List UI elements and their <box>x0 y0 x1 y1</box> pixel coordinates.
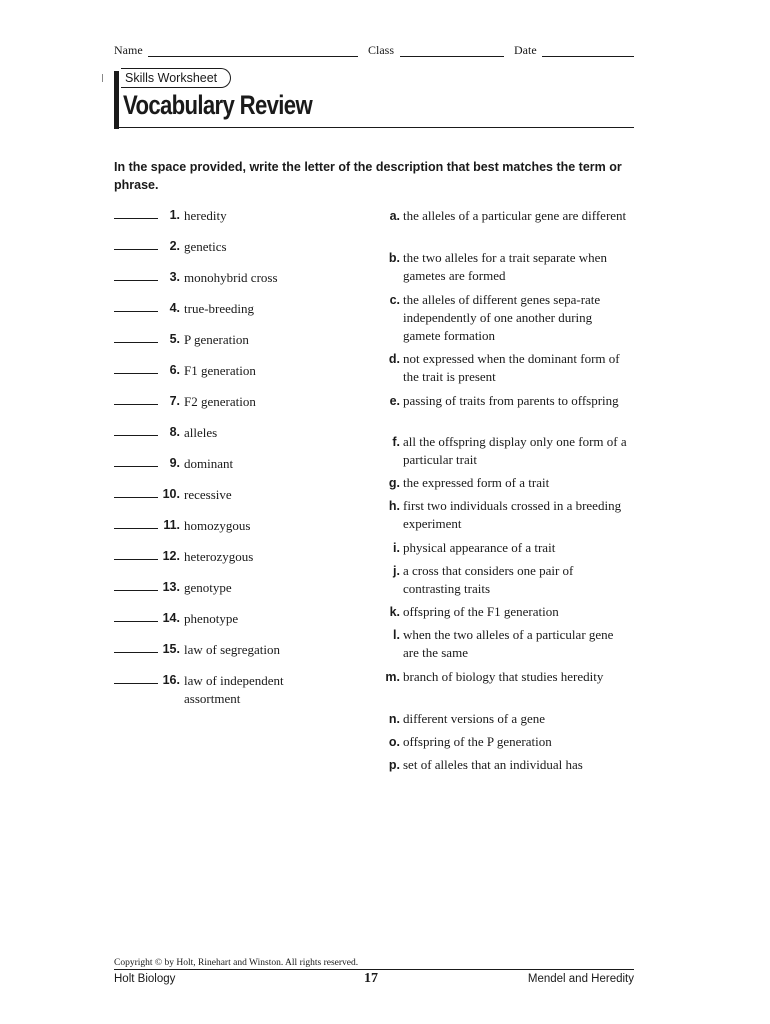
description-letter: m. <box>385 670 400 684</box>
worksheet-tag: Skills Worksheet <box>121 68 231 88</box>
answer-blank[interactable] <box>114 683 158 684</box>
term-text: recessive <box>184 487 232 502</box>
answer-blank[interactable] <box>114 497 158 498</box>
term-text: law of segregation <box>184 642 281 657</box>
class-field[interactable] <box>400 56 504 57</box>
term-row <box>114 486 330 504</box>
title-divider <box>114 127 634 128</box>
description-item <box>380 474 630 492</box>
description-text: the alleles of a particular gene are different <box>403 208 627 223</box>
term-number: 5. <box>169 332 180 346</box>
description-item <box>380 291 630 345</box>
term-row <box>114 579 330 597</box>
term-text: homozygous <box>184 518 251 533</box>
description-item <box>380 562 630 598</box>
description-letter: g. <box>388 476 400 490</box>
term-row <box>114 424 330 442</box>
term-row <box>114 331 330 349</box>
term-row <box>114 548 330 566</box>
description-letter: i. <box>393 541 400 555</box>
term-number: 10. <box>162 487 180 501</box>
answer-blank[interactable] <box>114 218 158 219</box>
date-label: Date <box>514 43 537 57</box>
description-letter: j. <box>393 564 400 578</box>
answer-blank[interactable] <box>114 249 158 250</box>
description-letter: d. <box>388 352 400 366</box>
description-letter: n. <box>388 712 400 726</box>
description-letter: e. <box>389 394 400 408</box>
description-item <box>380 756 630 774</box>
answer-blank[interactable] <box>114 373 158 374</box>
term-number: 12. <box>162 549 180 563</box>
title-accent-bar <box>114 71 119 129</box>
term-row <box>114 269 330 287</box>
term-number: 7. <box>169 394 180 408</box>
term-number: 4. <box>169 301 180 315</box>
answer-blank[interactable] <box>114 559 158 560</box>
term-number: 9. <box>169 456 180 470</box>
term-text: P generation <box>184 332 249 347</box>
description-letter: p. <box>388 758 400 772</box>
answer-blank[interactable] <box>114 404 158 405</box>
term-text: law of independent assortment <box>184 673 284 706</box>
description-text: first two individuals crossed in a breeding experiment <box>403 498 622 531</box>
book-title: Holt Biology <box>114 973 176 985</box>
term-number: 13. <box>162 580 180 594</box>
term-row <box>114 362 330 380</box>
term-row <box>114 517 330 535</box>
term-text: genetics <box>184 239 227 254</box>
term-number: 1. <box>169 208 180 222</box>
term-row <box>114 207 330 225</box>
description-item <box>380 710 630 728</box>
student-info-row <box>114 43 634 59</box>
description-item <box>380 539 630 557</box>
answer-blank[interactable] <box>114 342 158 343</box>
term-text: monohybrid cross <box>184 270 278 285</box>
copyright-notice: Copyright © by Holt, Rinehart and Winston. All rights reserved. <box>114 958 359 968</box>
answer-blank[interactable] <box>114 590 158 591</box>
term-number: 8. <box>169 425 180 439</box>
description-letter: l. <box>393 628 400 642</box>
description-item <box>380 350 630 386</box>
description-letter: k. <box>389 605 400 619</box>
footer-divider <box>114 969 634 970</box>
term-text: phenotype <box>184 611 239 626</box>
chapter-title: Mendel and Heredity <box>527 973 634 985</box>
description-text: branch of biology that studies heredity <box>403 669 604 684</box>
answer-blank[interactable] <box>114 311 158 312</box>
answer-blank[interactable] <box>114 528 158 529</box>
description-item <box>380 497 630 533</box>
term-row <box>114 300 330 318</box>
term-row <box>114 672 330 706</box>
description-text: physical appearance of a trait <box>403 540 556 555</box>
term-text: heterozygous <box>184 549 254 564</box>
description-item <box>380 433 630 469</box>
name-label: Name <box>114 43 143 57</box>
term-text: alleles <box>184 425 218 440</box>
description-text: not expressed when the dominant form of the trait is present <box>403 351 620 384</box>
description-text: the two alleles for a trait separate when gametes are formed <box>403 250 607 283</box>
description-item <box>380 668 630 686</box>
page-number: 17 <box>364 971 378 986</box>
description-item <box>380 603 630 621</box>
description-letter: o. <box>388 735 400 749</box>
instructions: In the space provided, write the letter of the description that best matches the term or phrase. <box>114 160 622 192</box>
description-text: the alleles of different genes sepa-rate independently of one another during gamete formation <box>403 292 601 343</box>
term-row <box>114 238 330 256</box>
description-letter: b. <box>388 251 400 265</box>
page-title: Vocabulary Review <box>123 90 313 120</box>
term-text: dominant <box>184 456 234 471</box>
description-text: different versions of a gene <box>403 711 545 726</box>
answer-blank[interactable] <box>114 280 158 281</box>
term-number: 3. <box>169 270 180 284</box>
term-text: F2 generation <box>184 394 256 409</box>
description-letter: c. <box>389 293 400 307</box>
answer-blank[interactable] <box>114 652 158 653</box>
description-item <box>380 392 630 410</box>
margin-mark <box>102 74 103 82</box>
name-field[interactable] <box>148 56 358 57</box>
term-row <box>114 610 330 628</box>
description-item <box>380 249 630 285</box>
description-text: all the offspring display only one form of a particular trait <box>403 434 627 467</box>
description-letter: h. <box>388 499 400 513</box>
term-text: F1 generation <box>184 363 256 378</box>
term-number: 15. <box>162 642 180 656</box>
description-item <box>380 626 630 662</box>
term-number: 6. <box>169 363 180 377</box>
description-text: the expressed form of a trait <box>403 475 550 490</box>
term-number: 11. <box>163 518 180 532</box>
class-label: Class <box>368 43 395 57</box>
description-letter: a. <box>389 209 400 223</box>
term-number: 2. <box>169 239 180 253</box>
term-row <box>114 455 330 473</box>
description-item <box>380 733 630 751</box>
answer-blank[interactable] <box>114 621 158 622</box>
term-text: genotype <box>184 580 232 595</box>
description-text: offspring of the P generation <box>403 734 552 749</box>
term-number: 14. <box>162 611 180 625</box>
description-text: when the two alleles of a particular gene are the same <box>403 627 614 660</box>
description-text: offspring of the F1 generation <box>403 604 559 619</box>
description-letter: f. <box>392 435 400 449</box>
term-row <box>114 641 330 659</box>
answer-blank[interactable] <box>114 466 158 467</box>
term-text: heredity <box>184 208 227 223</box>
term-row <box>114 393 330 411</box>
date-field[interactable] <box>542 56 634 57</box>
description-text: a cross that considers one pair of contrasting traits <box>403 563 574 596</box>
description-item <box>380 207 630 225</box>
description-text: set of alleles that an individual has <box>403 757 583 772</box>
term-number: 16. <box>162 673 180 687</box>
description-text: passing of traits from parents to offspring <box>403 393 619 408</box>
answer-blank[interactable] <box>114 435 158 436</box>
term-text: true-breeding <box>184 301 255 316</box>
